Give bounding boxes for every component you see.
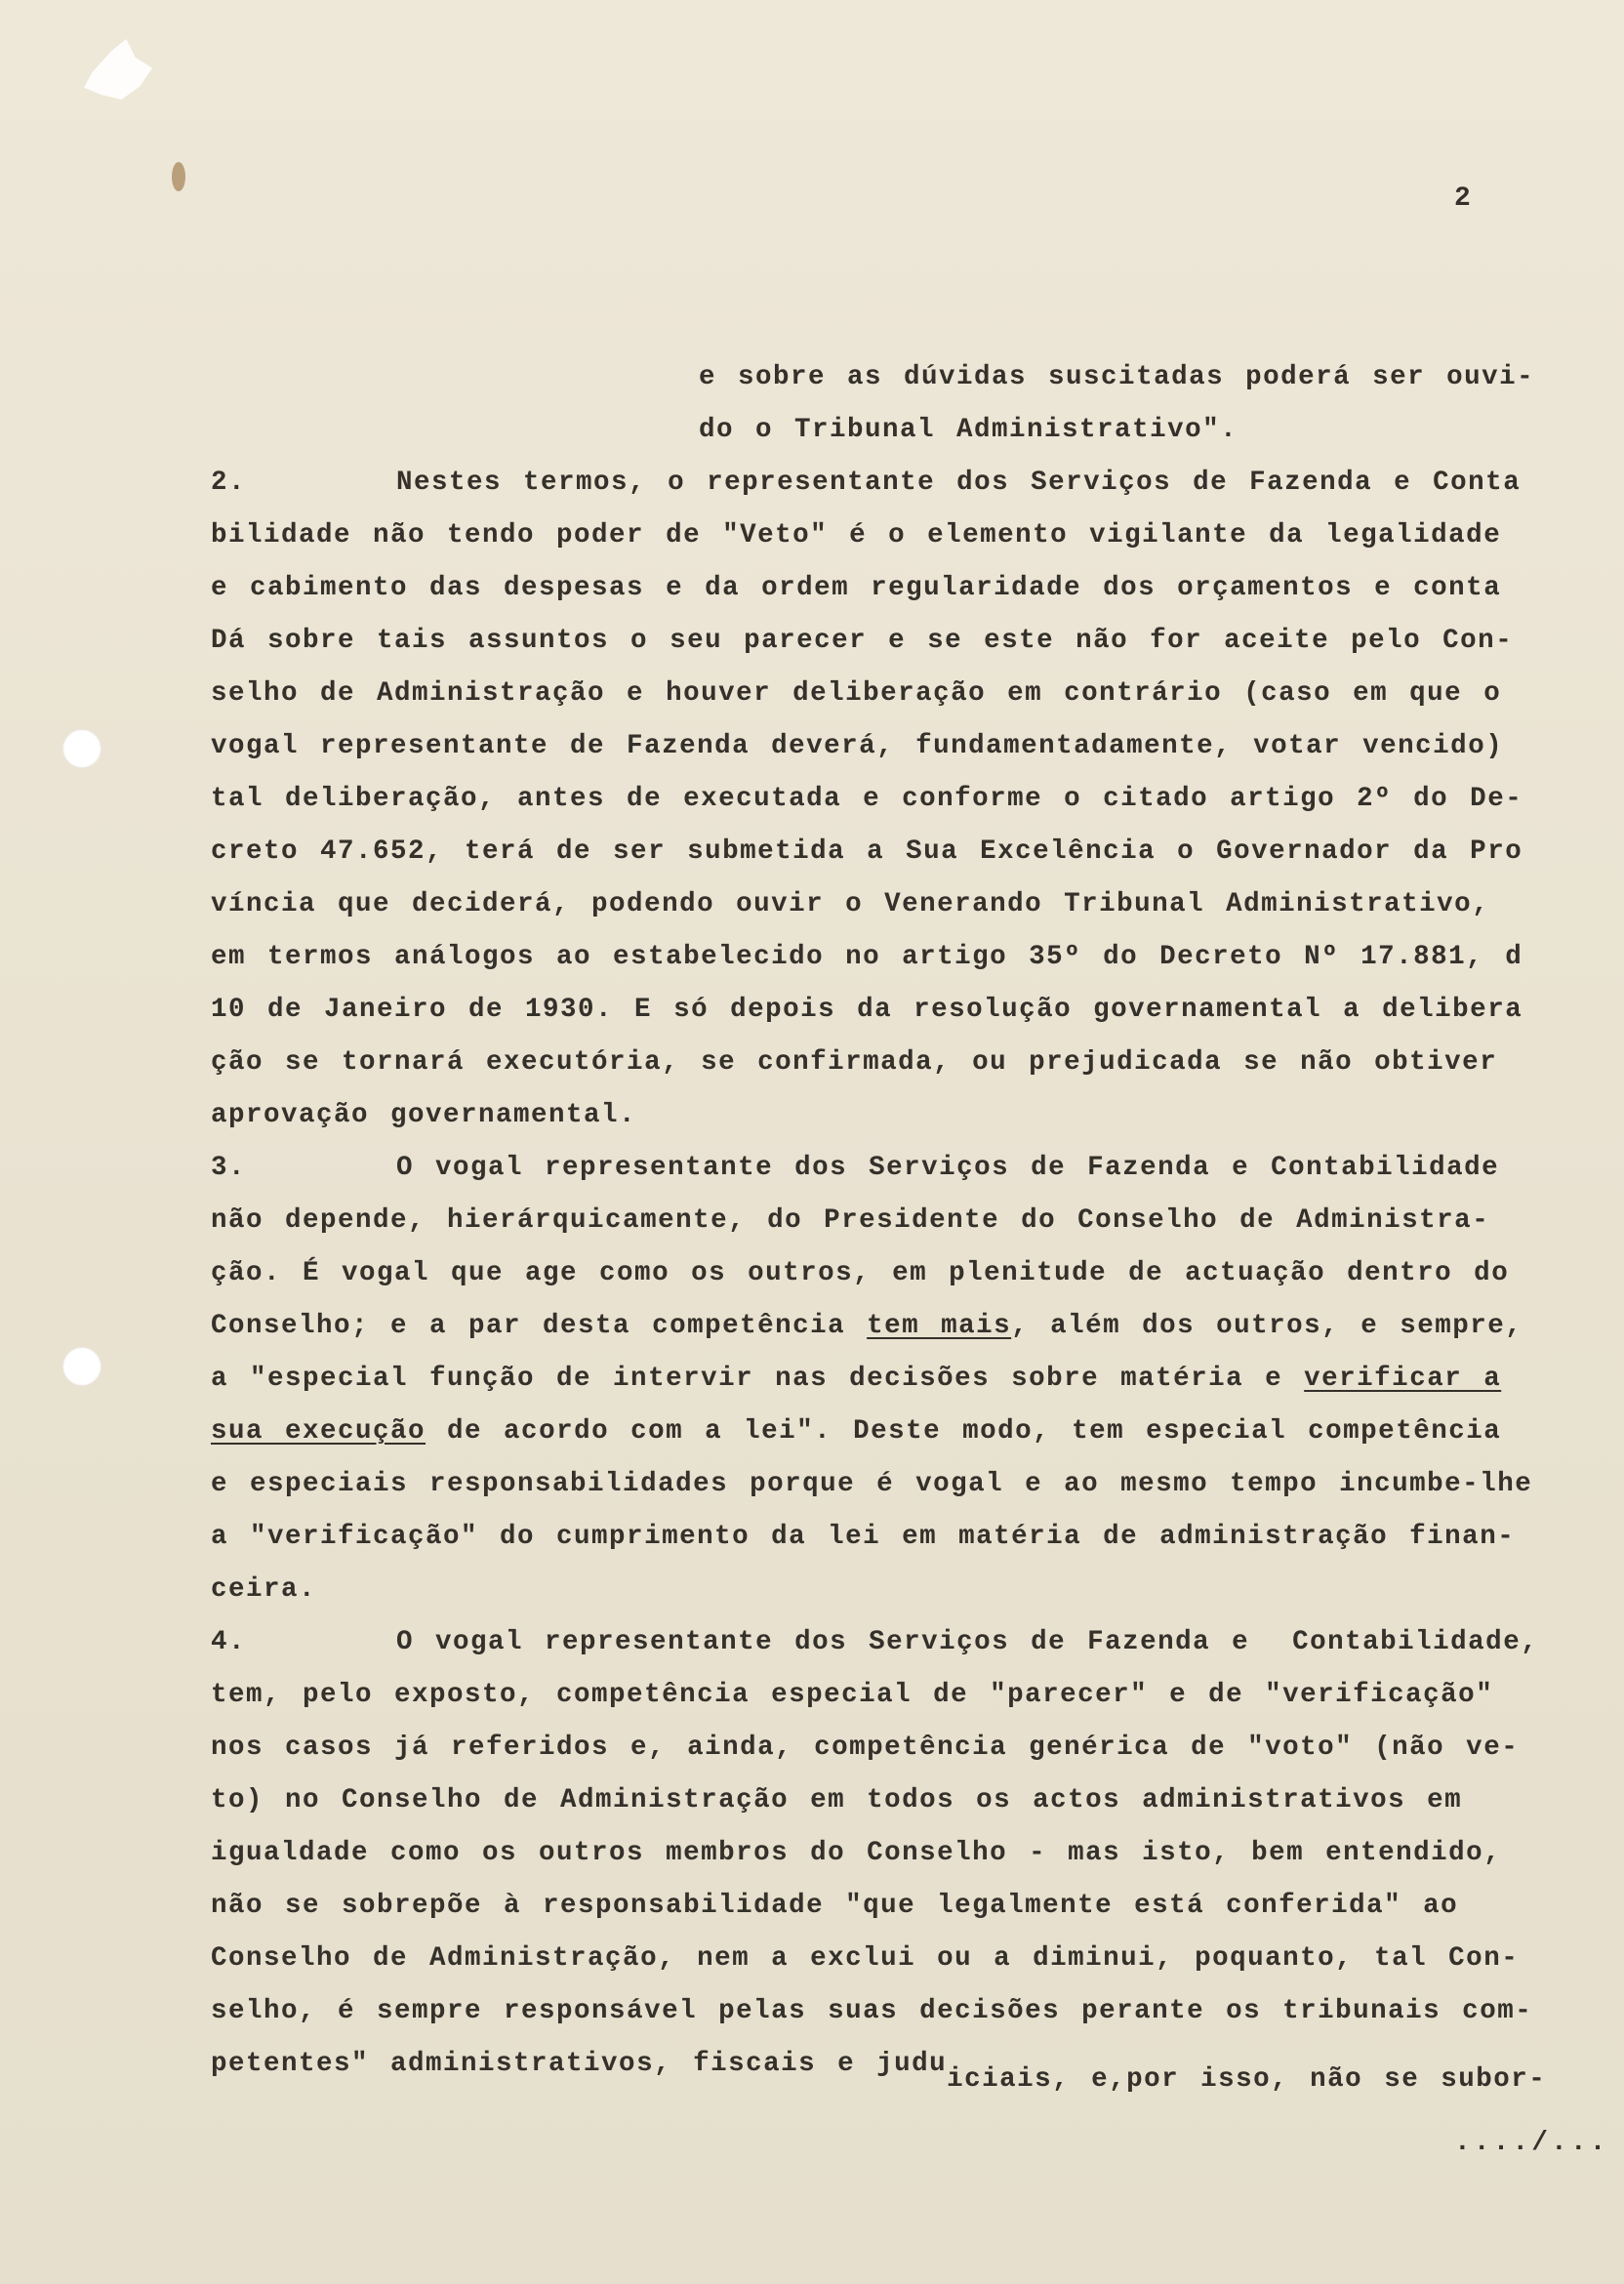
text-line: não se sobrepõe à responsabilidade "que legalmente está conferida" ao xyxy=(211,1891,1459,1921)
paper-stain xyxy=(172,162,185,191)
text-line: 10 de Janeiro de 1930. E só depois da resolução governamental a delibera xyxy=(211,995,1523,1025)
punch-hole-bottom xyxy=(62,1347,102,1386)
text-line: 2. Nestes termos, o representante dos Serviços de Fazenda e Conta xyxy=(211,468,1522,498)
underlined-text: verificar a xyxy=(1304,1364,1502,1394)
text-line: do o Tribunal Administrativo". xyxy=(699,415,1238,445)
page-number: 2 xyxy=(1454,184,1472,214)
text-line: tem, pelo exposto, competência especial de "parecer" e de "verificação" xyxy=(211,1680,1494,1710)
text-line xyxy=(211,1300,1606,1353)
text-line: selho, é sempre responsável pelas suas decisões perante os tribunais com- xyxy=(211,1996,1533,2026)
text-line: vogal representante de Fazenda deverá, fundamentadamente, votar vencido) xyxy=(211,731,1504,761)
text-segment-lowered: iciais, e,por isso, não se subor- xyxy=(947,2064,1547,2095)
text-line xyxy=(211,1353,1606,1406)
text-line: a "verificação" do cumprimento da lei em matéria de administração finan- xyxy=(211,1522,1516,1552)
text-line: 4. O vogal representante dos Serviços de Fazenda e Contabilidade, xyxy=(211,1627,1539,1657)
text-line: víncia que deciderá, podendo ouvir o Venerando Tribunal Administrativo, xyxy=(211,889,1490,919)
text-line: to) no Conselho de Administração em todos os actos administrativos em xyxy=(211,1785,1463,1815)
body-text xyxy=(211,351,1606,2095)
text-segment: Conselho; e a par desta competência xyxy=(211,1311,868,1341)
text-line xyxy=(211,2038,1606,2095)
text-line: bilidade não tendo poder de "Veto" é o elemento vigilante da legalidade xyxy=(211,520,1502,551)
text-line: ção se tornará executória, se confirmada, ou prejudicada se não obtiver xyxy=(211,1047,1498,1078)
text-line: e cabimento das despesas e da ordem regularidade dos orçamentos e conta xyxy=(211,573,1502,603)
text-line: igualdade como os outros membros do Conselho - mas isto, bem entendido, xyxy=(211,1838,1502,1868)
continuation-mark: ..../... xyxy=(1454,2128,1609,2158)
text-line: Conselho de Administração, nem a exclui ou a diminui, poquanto, tal Con- xyxy=(211,1943,1520,1974)
text-line: tal deliberação, antes de executada e conforme o citado artigo 2º do De- xyxy=(211,784,1523,814)
text-line: Dá sobre tais assuntos o seu parecer e se este não for aceite pelo Con- xyxy=(211,626,1514,656)
text-line: não depende, hierárquicamente, do Presidente do Conselho de Administra- xyxy=(211,1205,1490,1236)
text-segment: , além dos outros, e sempre, xyxy=(1011,1311,1523,1341)
underlined-text: tem mais xyxy=(867,1311,1012,1341)
text-line: ção. É vogal que age como os outros, em plenitude de actuação dentro do xyxy=(211,1258,1510,1288)
text-segment: a "especial função de intervir nas decisões sobre matéria e xyxy=(211,1364,1305,1394)
text-segment: de acordo com a lei". Deste modo, tem especial competência xyxy=(426,1416,1502,1447)
text-line: e especiais responsabilidades porque é vogal e ao mesmo tempo incumbe-lhe xyxy=(211,1469,1533,1499)
text-line: creto 47.652, terá de ser submetida a Sua Excelência o Governador da Pro xyxy=(211,836,1523,867)
text-line: selho de Administração e houver deliberação em contrário (caso em que o xyxy=(211,678,1502,709)
text-line: e sobre as dúvidas suscitadas poderá ser ouvi- xyxy=(699,362,1535,392)
text-segment: petentes" administrativos, fiscais e judu xyxy=(211,2049,948,2079)
underlined-text: sua execução xyxy=(211,1416,426,1447)
text-line: nos casos já referidos e, ainda, competência genérica de "voto" (não ve- xyxy=(211,1733,1520,1763)
text-line: aprovação governamental. xyxy=(211,1100,637,1130)
torn-corner xyxy=(84,39,152,100)
punch-hole-top xyxy=(62,729,102,768)
text-line xyxy=(211,1406,1606,1458)
text-line: 3. O vogal representante dos Serviços de Fazenda e Contabilidade xyxy=(211,1153,1500,1183)
text-line: em termos análogos ao estabelecido no artigo 35º do Decreto Nº 17.881, d xyxy=(211,942,1523,972)
text-line: ceira. xyxy=(211,1574,317,1605)
